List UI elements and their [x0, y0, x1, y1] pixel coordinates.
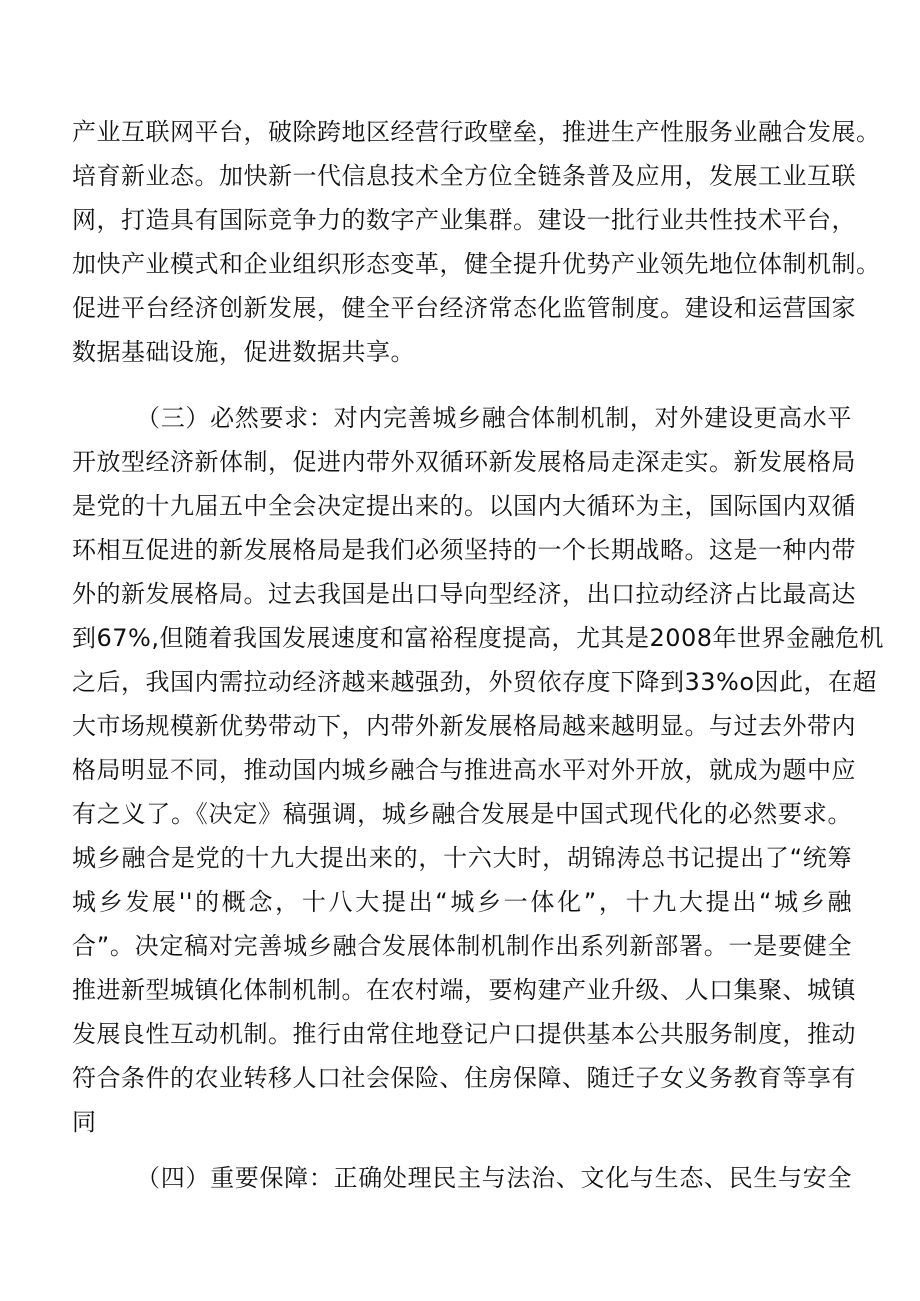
text-line: 之后，我国内需拉动经济越来越强劲，外贸依存度下降到33%o因此，在超 — [72, 668, 878, 696]
paragraph-section-three — [72, 396, 885, 1144]
text-line: 格局明显不同，推动国内城乡融合与推进高水平对外开放，就成为题中应 — [72, 756, 856, 784]
text-line: 外的新发展格局。过去我国是出口导向型经济，出口拉动经济占比最高达 — [72, 580, 856, 608]
text-line: 开放型经济新体制，促进内带外双循环新发展格局走深走实。新发展格局 — [72, 448, 856, 476]
text-line: 大市场规模新优势带动下，内带外新发展格局越来越明显。与过去外带内 — [72, 712, 856, 740]
text-line: 数据基础设施，促进数据共享。 — [72, 338, 415, 366]
text-line: 产业互联网平台，破除跨地区经营行政壁垒，推进生产性服务业融合发展。 — [72, 118, 881, 146]
text-line: 是党的十九届五中全会决定提出来的。以国内大循环为主，国际国内双循 — [72, 492, 856, 520]
text-line: 发展良性互动机制。推行由常住地登记户口提供基本公共服务制度，推动 — [72, 1020, 856, 1048]
text-line: 有之义了。《决定》稿强调，城乡融合发展是中国式现代化的必然要求。 — [72, 800, 852, 828]
paragraph-section-four — [72, 1156, 852, 1200]
text-line: 城乡发展''的概念，十八大提出“城乡一体化”，十九大提出“城乡融 — [72, 888, 852, 916]
text-line: 环相互促进的新发展格局是我们必须坚持的一个长期战略。这是一种内带 — [72, 536, 856, 564]
text-line: 到67%,但随着我国发展速度和富裕程度提高，尤其是2008年世界金融危机 — [72, 624, 885, 652]
paragraph-industry — [72, 110, 881, 374]
text-line: 合”。决定稿对完善城乡融合发展体制机制作出系列新部署。一是要健全 — [72, 932, 852, 960]
text-line: 网，打造具有国际竞争力的数字产业集群。建设一批行业共性技术平台， — [72, 206, 856, 234]
text-line: 符合条件的农业转移人口社会保险、住房保障、随迁子女义务教育等享有 — [72, 1064, 856, 1092]
section-heading-line: （三）必然要求：对内完善城乡融合体制机制，对外建设更高水平 — [136, 404, 852, 432]
text-line: 加快产业模式和企业组织形态变革，健全提升优势产业领先地位体制机制。 — [72, 250, 881, 278]
text-line: 培育新业态。加快新一代信息技术全方位全链条普及应用，发展工业互联 — [72, 162, 856, 190]
text-line: 促进平台经济创新发展，健全平台经济常态化监管制度。建设和运营国家 — [72, 294, 856, 322]
text-line: 同 — [72, 1108, 97, 1136]
text-line: 城乡融合是党的十九大提出来的，十六大时，胡锦涛总书记提出了“统筹 — [72, 844, 852, 872]
section-heading-line: （四）重要保障：正确处理民主与法治、文化与生态、民生与安全 — [136, 1164, 852, 1192]
text-line: 推进新型城镇化体制机制。在农村端，要构建产业升级、人口集聚、城镇 — [72, 976, 856, 1004]
